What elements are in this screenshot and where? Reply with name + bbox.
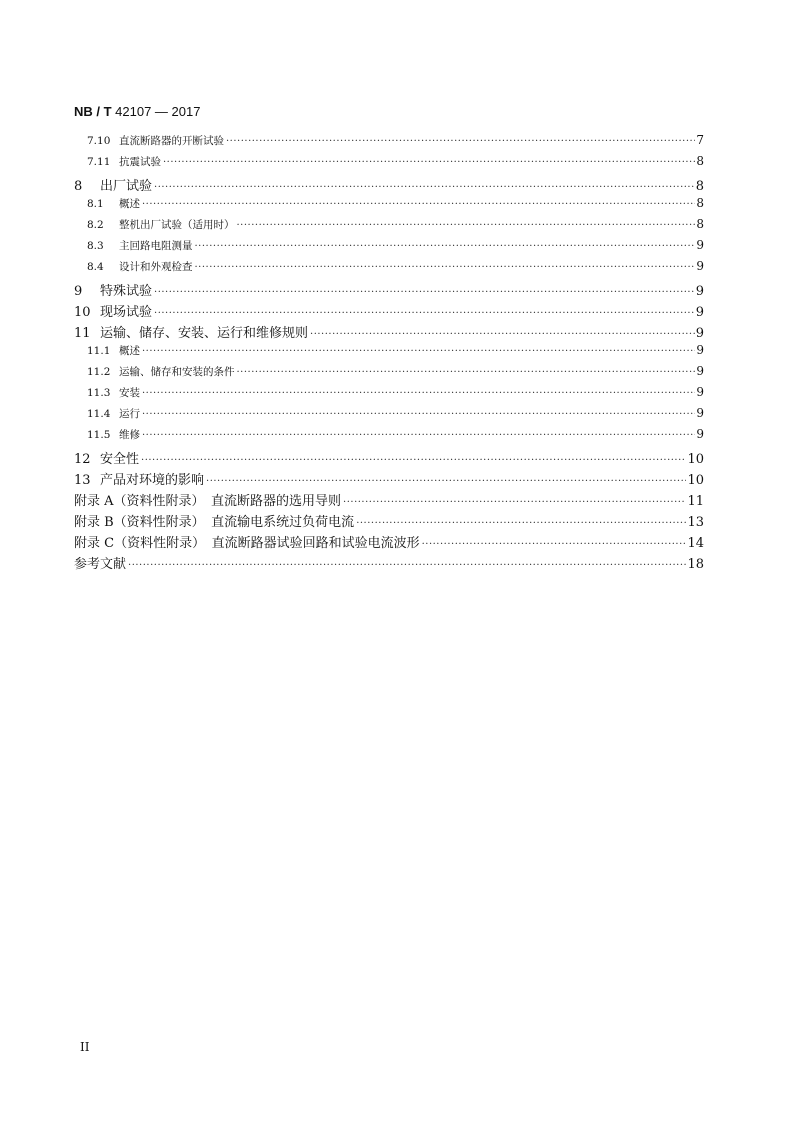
toc-entry[interactable] (74, 343, 704, 364)
toc-dot-leader (154, 308, 695, 319)
toc-entry-title: 安装 (119, 387, 140, 399)
toc-entry-number: 13 (74, 473, 91, 488)
toc-entry-number: 7.11 (87, 156, 111, 168)
toc-entry-page: 10 (687, 452, 704, 467)
toc-entry[interactable] (74, 196, 704, 217)
toc-entry-title: 现场试验 (100, 305, 153, 320)
toc-entry-page: 9 (696, 364, 704, 378)
toc-dot-leader (356, 518, 686, 529)
toc-entry[interactable] (74, 553, 704, 574)
toc-entry[interactable] (74, 364, 704, 385)
toc-entry-page: 9 (696, 238, 704, 252)
toc-entry[interactable] (74, 490, 704, 511)
toc-dot-leader (343, 497, 686, 508)
toc-entry-page: 8 (696, 196, 704, 210)
toc-entry-title: 概述 (119, 198, 140, 210)
toc-entry-title: 附录 B（资料性附录） 直流输电系统过负荷电流 (74, 515, 355, 530)
toc-dot-leader (237, 220, 696, 231)
toc-entry-page: 18 (687, 557, 704, 572)
toc-entry-title: 直流断路器的开断试验 (119, 135, 224, 147)
toc-entry-title: 主回路电阻测量 (119, 240, 193, 252)
toc-entry[interactable] (74, 259, 704, 280)
table-of-contents (74, 133, 704, 574)
toc-dot-leader (237, 367, 696, 378)
toc-entry-number: 8 (74, 179, 83, 194)
toc-entry[interactable] (74, 175, 704, 196)
toc-entry-title: 概述 (119, 345, 140, 357)
toc-dot-leader (195, 241, 696, 252)
toc-entry[interactable] (74, 448, 704, 469)
toc-dot-leader (141, 455, 686, 466)
toc-entry-title: 运行 (119, 408, 140, 420)
toc-entry[interactable] (74, 217, 704, 238)
toc-entry-number: 11.5 (87, 429, 111, 441)
toc-entry-title: 运输、储存和安装的条件 (119, 366, 235, 378)
toc-dot-leader (142, 199, 695, 210)
toc-entry-number: 10 (74, 305, 91, 320)
toc-entry-title: 参考文献 (74, 557, 127, 572)
toc-entry-page: 13 (687, 515, 704, 530)
toc-entry[interactable] (74, 154, 704, 175)
toc-dot-leader (154, 287, 695, 298)
toc-entry-number: 8.3 (87, 240, 104, 252)
toc-entry-page: 10 (687, 473, 704, 488)
toc-entry[interactable] (74, 427, 704, 448)
toc-entry[interactable] (74, 532, 704, 553)
toc-entry[interactable] (74, 406, 704, 427)
toc-dot-leader (142, 388, 695, 399)
toc-dot-leader (206, 476, 686, 487)
toc-entry-page: 9 (696, 406, 704, 420)
toc-dot-leader (154, 182, 695, 193)
toc-dot-leader (128, 560, 686, 571)
toc-entry-number: 11.3 (87, 387, 111, 399)
toc-entry-title: 附录 C（资料性附录） 直流断路器试验回路和试验电流波形 (74, 536, 420, 551)
toc-entry-number: 11.2 (87, 366, 111, 378)
toc-entry-number: 11.4 (87, 408, 111, 420)
toc-dot-leader (142, 346, 695, 357)
toc-entry-page: 9 (695, 305, 704, 320)
toc-entry-page: 8 (695, 179, 704, 194)
page-number: II (80, 1040, 90, 1054)
toc-entry-page: 11 (687, 494, 704, 509)
toc-entry-title: 整机出厂试验（适用时） (119, 219, 235, 231)
toc-entry-page: 8 (696, 154, 704, 168)
document-code-prefix: NB / T (74, 104, 112, 119)
toc-dot-leader (142, 409, 695, 420)
toc-entry-page: 9 (696, 343, 704, 357)
toc-entry-title: 出厂试验 (100, 179, 153, 194)
toc-entry-number: 8.1 (87, 198, 104, 210)
toc-entry-number: 11 (74, 326, 91, 341)
toc-entry-title: 产品对环境的影响 (100, 473, 205, 488)
toc-entry-number: 8.4 (87, 261, 104, 273)
toc-entry[interactable] (74, 322, 704, 343)
toc-entry[interactable] (74, 469, 704, 490)
toc-entry-page: 8 (696, 217, 704, 231)
toc-dot-leader (142, 430, 695, 441)
toc-entry[interactable] (74, 301, 704, 322)
toc-entry-page: 9 (696, 427, 704, 441)
toc-entry-page: 9 (695, 326, 704, 341)
toc-entry[interactable] (74, 511, 704, 532)
toc-dot-leader (226, 136, 695, 147)
toc-entry-page: 9 (695, 284, 704, 299)
toc-entry-number: 8.2 (87, 219, 104, 231)
toc-dot-leader (422, 539, 687, 550)
toc-entry-title: 特殊试验 (100, 284, 153, 299)
toc-entry[interactable] (74, 280, 704, 301)
toc-entry-page: 9 (696, 385, 704, 399)
document-code-suffix: 42107 — 2017 (111, 104, 201, 119)
toc-dot-leader (163, 157, 695, 168)
toc-entry-number: 11.1 (87, 345, 111, 357)
toc-dot-leader (310, 329, 695, 340)
toc-entry-title: 维修 (119, 429, 140, 441)
toc-entry[interactable] (74, 238, 704, 259)
toc-dot-leader (195, 262, 696, 273)
toc-entry-page: 7 (696, 133, 704, 147)
toc-entry[interactable] (74, 133, 704, 154)
toc-entry-title: 安全性 (100, 452, 140, 467)
toc-entry-number: 9 (74, 284, 83, 299)
document-code (74, 104, 200, 119)
toc-entry[interactable] (74, 385, 704, 406)
toc-entry-page: 9 (696, 259, 704, 273)
toc-entry-title: 抗震试验 (119, 156, 161, 168)
toc-entry-number: 7.10 (87, 135, 111, 147)
toc-entry-number: 12 (74, 452, 91, 467)
toc-entry-title: 附录 A（资料性附录） 直流断路器的选用导则 (74, 494, 342, 509)
toc-entry-page: 14 (687, 536, 704, 551)
toc-entry-title: 设计和外观检查 (119, 261, 193, 273)
toc-entry-title: 运输、储存、安装、运行和维修规则 (100, 326, 309, 341)
